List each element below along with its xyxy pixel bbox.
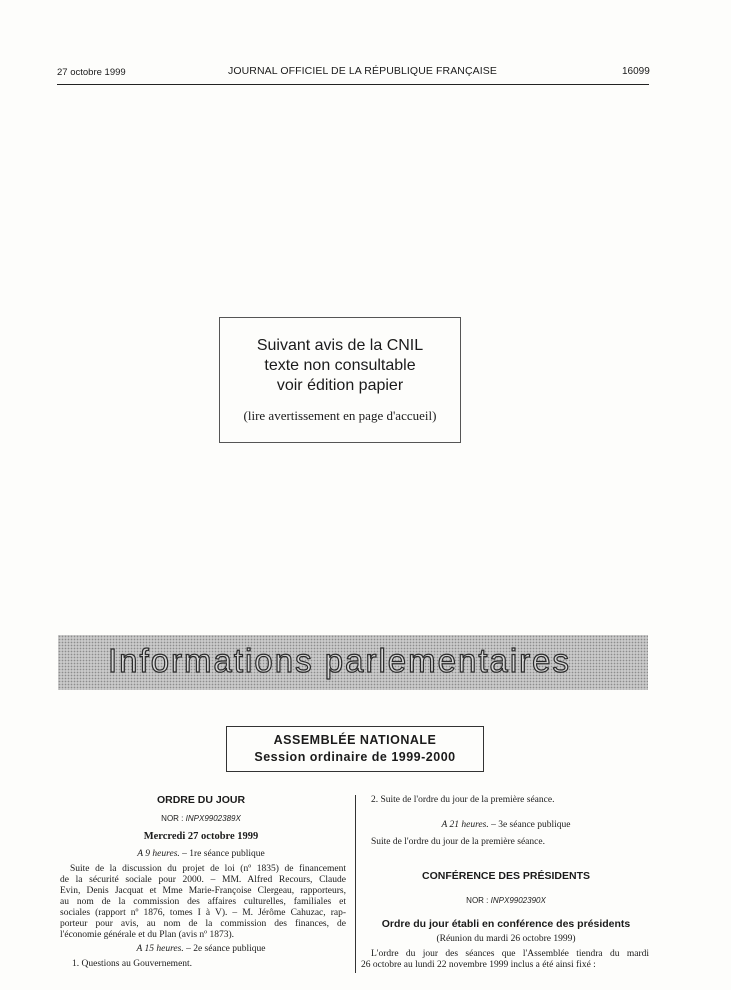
projet-loi-line-5: sociales (rapport nº 1876, tomes I à V). – M. Jérôme Cahuzac, rap-	[60, 908, 346, 918]
header-rule	[57, 84, 649, 85]
projet-loi-line-3: Evin, Denis Jacquat et Mme Marie-Françoise Clergeau, rapporteurs,	[60, 886, 346, 896]
cnil-line-3: voir édition papier	[276, 377, 404, 394]
ordre-du-jour-heading: ORDRE DU JOUR	[156, 794, 246, 806]
seance-3-heading	[362, 820, 650, 831]
seance-2-heading	[60, 944, 342, 955]
conference-heading: CONFÉRENCE DES PRÉSIDENTS	[421, 870, 591, 882]
nor-code: INPX9902390X	[490, 896, 546, 905]
cnil-line-2: texte non consultable	[264, 357, 416, 374]
session-date: Mercredi 27 octobre 1999	[143, 831, 259, 842]
seance-1-time: A 9 heures.	[137, 849, 180, 859]
seance-3-text: Suite de l'ordre du jour de la première séance.	[371, 837, 545, 847]
nor-label: NOR :	[466, 896, 489, 905]
seance-1-heading	[60, 849, 342, 860]
nor-code: INPX9902389X	[185, 814, 241, 823]
projet-loi-line-1: Suite de la discussion du projet de loi (nº 1835) de financement	[70, 864, 346, 874]
item-1: 1. Questions au Gouvernement.	[72, 959, 193, 969]
cnil-line-1: Suivant avis de la CNIL	[256, 337, 424, 354]
projet-loi-line-6: porteur pour avis, au nom de la commission des finances, de	[60, 919, 346, 929]
seance-2-time: A 15 heures.	[136, 944, 184, 954]
banner-title: Informations parlementaires	[108, 642, 572, 679]
cnil-notice-box	[219, 317, 461, 443]
nor-reference-2	[362, 895, 650, 905]
order-paragraph-line-2: 26 octobre au lundi 22 novembre 1999 inclus a été ainsi fixé :	[361, 960, 596, 970]
seance-3-time: A 21 heures.	[441, 820, 489, 830]
projet-loi-line-4: au nom de la commission des affaires culturelles, familiales et	[60, 897, 346, 907]
page-number: 16099	[622, 66, 650, 77]
item-2: 2. Suite de l'ordre du jour de la première séance.	[371, 795, 555, 805]
nor-label: NOR :	[161, 814, 184, 823]
column-divider	[355, 795, 356, 973]
seance-3-label: – 3e séance publique	[491, 820, 571, 830]
seance-2-label: – 2e séance publique	[186, 944, 266, 954]
projet-loi-line-7: l'économie générale et du Plan (avis nº 1873).	[60, 930, 235, 940]
section-banner	[58, 635, 648, 690]
meeting-date: (Réunion du mardi 26 octobre 1999)	[436, 934, 576, 944]
cnil-line-4: (lire avertissement en page d'accueil)	[243, 408, 437, 423]
nor-reference-1	[60, 813, 342, 823]
projet-loi-line-2: de la sécurité sociale pour 2000. – MM. Alfred Recours, Claude	[60, 875, 346, 885]
journal-title: JOURNAL OFFICIEL DE LA RÉPUBLIQUE FRANÇAISE	[228, 65, 497, 77]
assemblee-box	[226, 726, 484, 772]
assemblee-title: ASSEMBLÉE NATIONALE	[273, 733, 437, 747]
seance-1-label: – 1re séance publique	[182, 849, 265, 859]
order-heading: Ordre du jour établi en conférence des présidents	[381, 918, 631, 930]
order-paragraph-line-1: L'ordre du jour des séances que l'Assemblée tiendra du mardi	[371, 949, 649, 959]
header-date: 27 octobre 1999	[57, 67, 126, 78]
session-title: Session ordinaire de 1999-2000	[254, 750, 456, 764]
